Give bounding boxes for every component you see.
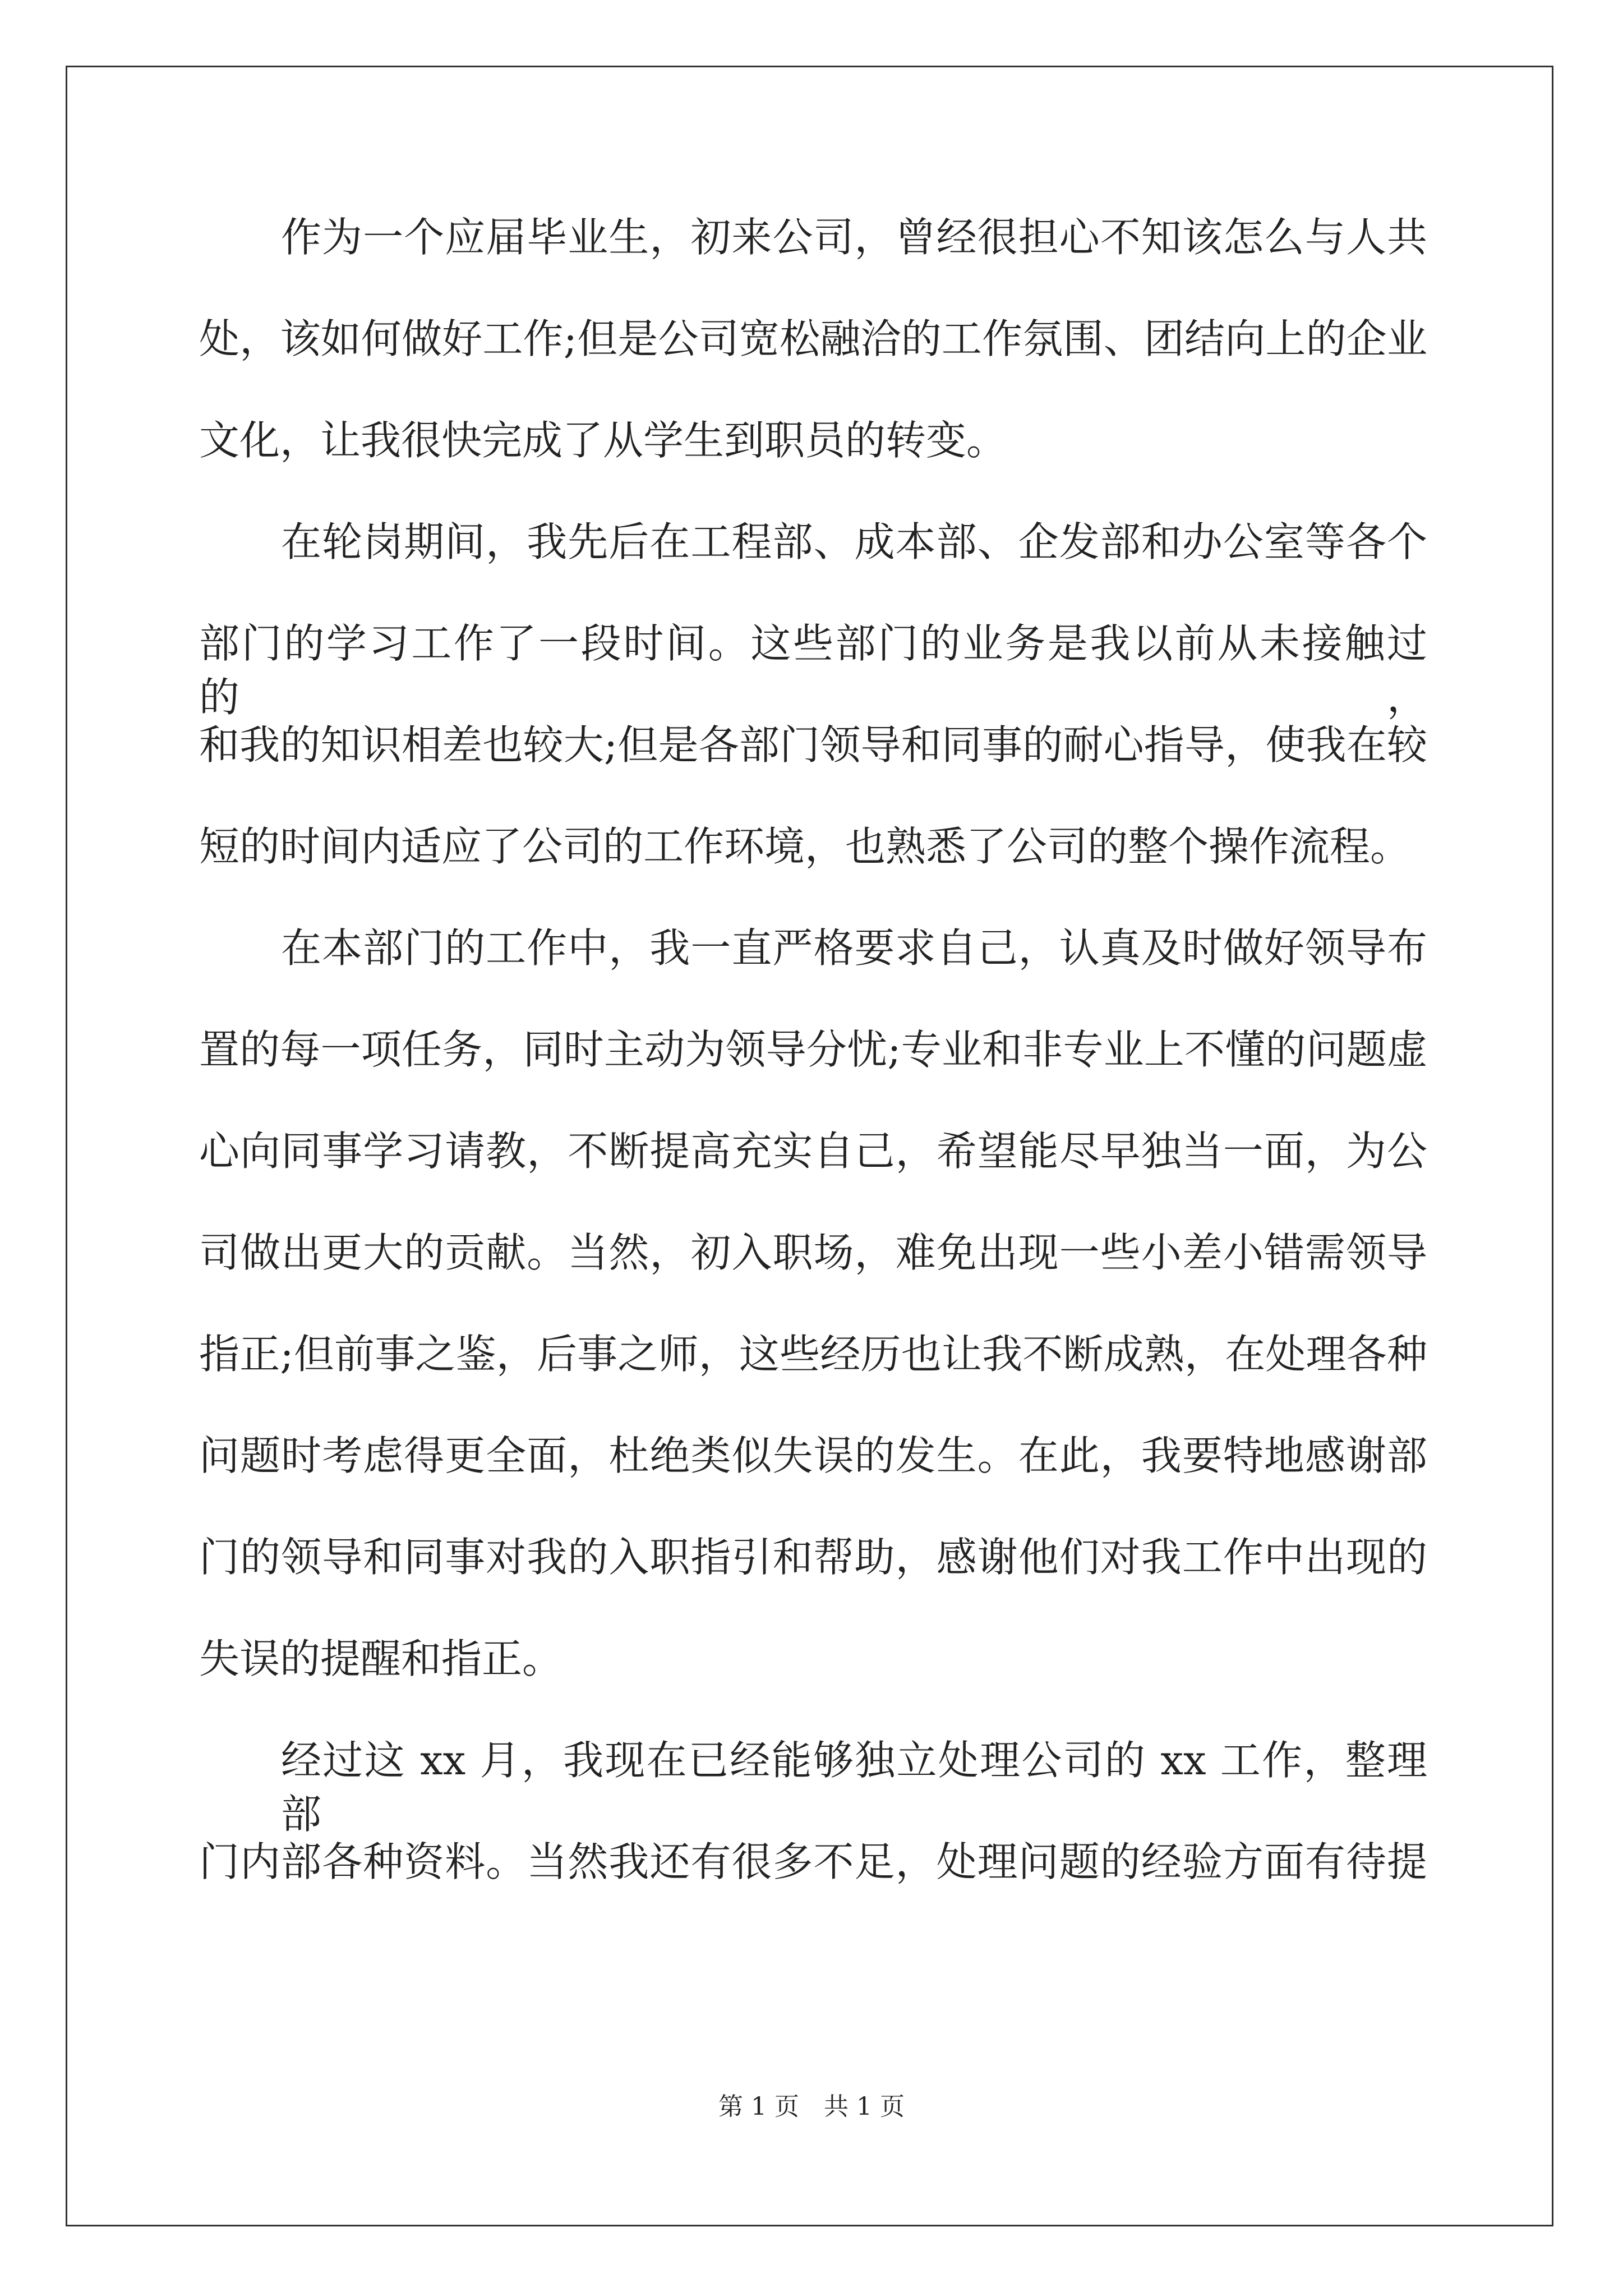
text-line: 门的领导和同事对我的入职指引和帮助，感谢他们对我工作中出现的 <box>199 1534 1427 1581</box>
text-line: 文化，让我很快完成了从学生到职员的转变。 <box>199 417 1007 464</box>
text-line: 在本部门的工作中，我一直严格要求自己，认真及时做好领导布 <box>281 924 1427 972</box>
text-line: 司做出更大的贡献。当然，初入职场，难免出现一些小差小错需领导 <box>199 1229 1427 1276</box>
page-footer: 第 1 页 共 1 页 <box>718 2092 905 2121</box>
text-line: 指正;但前事之鉴，后事之师，这些经历也让我不断成熟，在处理各种 <box>199 1331 1427 1378</box>
text-line: 经过这 xx 月，我现在已经能够独立处理公司的 xx 工作，整理部 <box>281 1737 1427 1838</box>
text-line: 心向同事学习请教，不断提高充实自己，希望能尽早独当一面，为公 <box>199 1128 1427 1175</box>
text-line: 问题时考虑得更全面，杜绝类似失误的发生。在此，我要特地感谢部 <box>199 1432 1427 1479</box>
text-line: 部门的学习工作了一段时间。这些部门的业务是我以前从未接触过的， <box>199 620 1427 721</box>
text-line: 处，该如何做好工作;但是公司宽松融洽的工作氛围、团结向上的企业 <box>199 315 1427 362</box>
text-line: 失误的提醒和指正。 <box>199 1635 563 1682</box>
text-line: 和我的知识相差也较大;但是各部门领导和同事的耐心指导，使我在较 <box>199 721 1427 769</box>
text-line: 短的时间内适应了公司的工作环境，也熟悉了公司的整个操作流程。 <box>199 823 1411 870</box>
text-line: 门内部各种资料。当然我还有很多不足，处理问题的经验方面有待提 <box>199 1838 1427 1885</box>
text-line: 置的每一项任务，同时主动为领导分忧;专业和非专业上不懂的问题虚 <box>199 1026 1427 1073</box>
text-line: 在轮岗期间，我先后在工程部、成本部、企发部和办公室等各个 <box>281 518 1427 565</box>
text-line: 作为一个应届毕业生，初来公司，曾经很担心不知该怎么与人共 <box>281 214 1427 261</box>
